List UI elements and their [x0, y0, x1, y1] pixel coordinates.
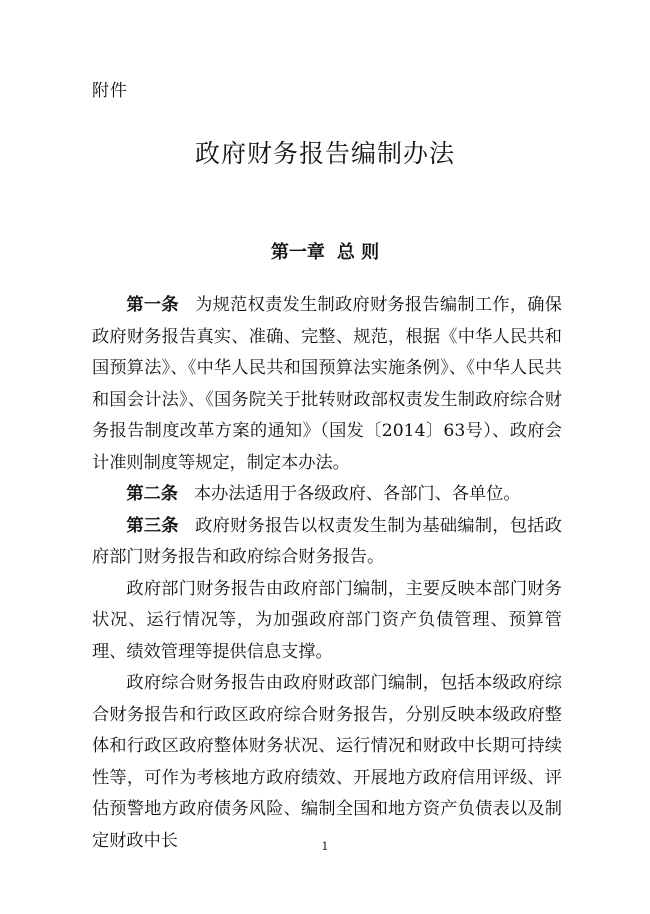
article-number: 第一条	[126, 295, 179, 315]
article-2	[92, 479, 562, 511]
attachment-label: 附件	[92, 81, 128, 101]
document-title: 政府财务报告编制办法	[194, 139, 455, 168]
paragraph-department-report	[92, 574, 562, 669]
chapter-heading	[0, 238, 650, 264]
article-1	[92, 290, 562, 479]
chapter-number: 第一章	[270, 242, 325, 263]
article-text: 政府财务报告以权责发生制为基础编制，包括政府部门财务报告和政府综合财务报告。	[92, 515, 562, 567]
page-number: 1	[321, 840, 329, 853]
article-text: 本办法适用于各级政府、各部门、各单位。	[193, 484, 521, 504]
chapter-name: 总 则	[336, 242, 380, 263]
article-3	[92, 511, 562, 574]
article-number: 第二条	[126, 484, 178, 504]
paragraph-text: 政府部门财务报告由政府部门编制，主要反映本部门财务状况、运行情况等，为加强政府部门资产负债管理、预算管理、绩效管理等提供信息支撑。	[92, 578, 562, 662]
document-body	[92, 290, 562, 857]
article-number: 第三条	[126, 515, 179, 536]
article-text: 为规范权责发生制政府财务报告编制工作，确保政府财务报告真实、准确、完整、规范，根据《中华人民共和国预算法》、《中华人民共和国预算法实施条例》、《中华人民共和国会计法》、《国务院关于批转财政部权责发生制政府综合财务报告制度改革方案的通知》（国发〔2014〕63号）、政府会计准则制度等规定，制定本办法。	[92, 295, 562, 473]
paragraph-text: 政府综合财务报告由政府财政部门编制，包括本级政府综合财务报告和行政区政府综合财务报告，分别反映本级政府整体和行政区政府整体财务状况、运行情况和财政中长期可持续性等，可作为考核地方政府绩效、开展地方政府信用评级、评估预警地方政府债务风险、编制全国和地方资产负债表以及制定财政中长	[92, 673, 562, 851]
paragraph-comprehensive-report	[92, 668, 562, 857]
